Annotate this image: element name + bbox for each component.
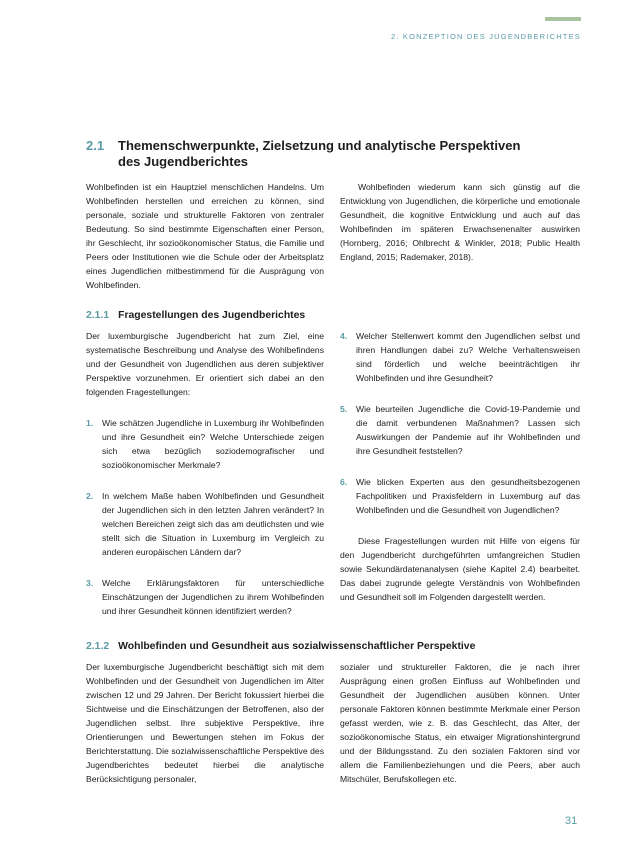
question-text: Welcher Stellenwert kommt den Jugendlichen selbst und ihren Handlungen dabei zu? Welche Verhaltensweisen sind förderlich und welche beeinträchtigen ihr Wohlbefinden und ihre Gesundheit? [356,331,580,383]
header-accent-bar [545,17,581,21]
question-number: 1. [86,418,94,428]
question-number: 6. [340,477,348,487]
question-text: In welchem Maße haben Wohlbefinden und Gesundheit der Jugendlichen sich in den letzten Jahren verändert? In welchen Bereichen zeigt sich das am deutlichsten und wie stellt sich die Situation in Luxemburg im Vergleich zu anderen europäischen Ländern dar? [102,491,324,557]
question-text: Wie schätzen Jugendliche in Luxemburg ihr Wohlbefinden und ihre Gesundheit ein? Welche Unterschiede zeigen sich etwa bezüglich soziodemografischer und sozioökonomischer Merkmale? [102,418,324,470]
question-item [86,576,324,618]
section-2-1-left-column [86,180,324,292]
section-title-line1: Themenschwerpunkte, Zielsetzung und analytische Perspektiven [118,138,521,153]
question-text: Welche Erklärungsfaktoren für unterschiedliche Einschätzungen der Jugendlichen zu ihrem Wohlbefinden und ihrer Gesundheit können identifiziert werden? [102,578,324,616]
question-item [86,416,324,472]
question-item [340,402,580,458]
section-number: 2.1.1 [86,310,110,321]
section-number: 2.1 [86,138,105,153]
paragraph: sozialer und struktureller Faktoren, die je nach ihrer Ausprägung einen großen Einfluss auf Wohlbefinden und Gesundheit der Jugendlichen ausüben können. Unter personale Faktoren können bestimmte Merkmale einer Person gefasst werden, wie z. B. das Geschlecht, das Alter, der sozioökonomische Status, ein etwaiger Migrationshintergrund und der Bildungsstand. Zu den sozialen Faktoren sind vor allem die Familienbeziehungen und die Peers, aber auch Mitschüler, Berufskollegen etc. [340,662,580,784]
page-number: 31 [565,815,578,827]
closing-paragraph: Diese Fragestellungen wurden mit Hilfe von eigens für den Jugendbericht durchgeführten umfangreichen Studien sowie Sekundärdatenanalysen (siehe Kapitel 2.4) bearbeitet. Das dabei zugrunde gelegte Verständnis von Wohlbefinden und Gesundheit soll im Folgenden dargestellt werden. [340,536,580,602]
question-number: 2. [86,491,94,501]
question-text: Wie beurteilen Jugendliche die Covid-19-Pandemie und die damit verbundenen Maßnahmen? Lassen sich Auswirkungen der Pandemie auf ihr Wohlbefinden und ihre Gesundheit feststellen? [356,404,580,456]
question-number: 4. [340,331,348,341]
question-item [340,475,580,517]
section-2-1-1-left-column [86,329,324,618]
paragraph: Wohlbefinden wiederum kann sich günstig auf die Entwicklung von Jugendlichen, die körperliche und emotionale Gesundheit, die kognitive Entwicklung und auch auf das Wohlbefinden im späteren Erwachsenenalter auswirken (Hornberg, 2016; Ohlbrecht & Winkler, 2018; Public Health England, 2015; Rademaker, 2018). [340,182,580,262]
section-2-1-right-column [340,180,580,264]
paragraph: Wohlbefinden ist ein Hauptziel menschlichen Handelns. Um Wohlbefinden herstellen und erreichen zu können, sind personale, soziale und strukturelle Faktoren von zentraler Bedeutung. So sind bestimmte Eigenschaften einer Person, ihr Geschlecht, ihr sozioökonomischer Status, die Familie und Peers oder Institutionen wie die Schule oder der Arbeitsplatz eines Jugendlichen mitbestimmend für die Ausprägung von Wohlbefinden. [86,182,324,290]
section-title-line2: des Jugendberichtes [118,154,249,169]
section-title: Fragestellungen des Jugendberichtes [118,310,306,321]
question-item [86,489,324,559]
intro-paragraph: Der luxemburgische Jugendbericht hat zum Ziel, eine systematische Beschreibung und Analyse des Wohlbefindens und der Gesundheit von Jugendlichen aus deren subjektiver Perspektive vorzunehmen. Er orientiert sich dabei an den folgenden Fragestellungen: [86,331,324,397]
section-2-1-2-right-column [340,660,580,786]
section-2-1-2-left-column [86,660,324,786]
section-2-1-1-right-column [340,329,580,604]
paragraph: Der luxemburgische Jugendbericht beschäftigt sich mit dem Wohlbefinden und der Gesundheit von Jugendlichen im Alter zwischen 12 und 29 Jahren. Der Bericht fokussiert hierbei die Sichtweise und die Einschätzungen der Betroffenen, also der Jugendlichen selbst. Ihre subjektive Perspektive, ihre Orientierungen und Bewertungen stehen im Fokus der Berichterstattung. Die sozialwissenschaftliche Perspektive des Jugendberichtes bedeutet hierbei die analytische Berücksichtigung personaler, [86,662,324,784]
section-heading-2-1-2 [86,640,475,653]
question-number: 5. [340,404,348,414]
question-number: 3. [86,578,94,588]
running-head: 2. KONZEPTION DES JUGENDBERICHTES [390,32,581,41]
section-heading-2-1-1 [86,309,305,322]
section-heading-2-1 [86,138,586,170]
section-number: 2.1.2 [86,641,110,652]
question-text: Wie blicken Experten aus den gesundheitsbezogenen Fachpolitiken und Praxisfeldern in Luxemburg auf das Wohlbefinden und die Gesundheit von Jugendlichen? [356,477,580,515]
section-title: Wohlbefinden und Gesundheit aus sozialwissenschaftlicher Perspektive [118,641,476,652]
question-item [340,329,580,385]
